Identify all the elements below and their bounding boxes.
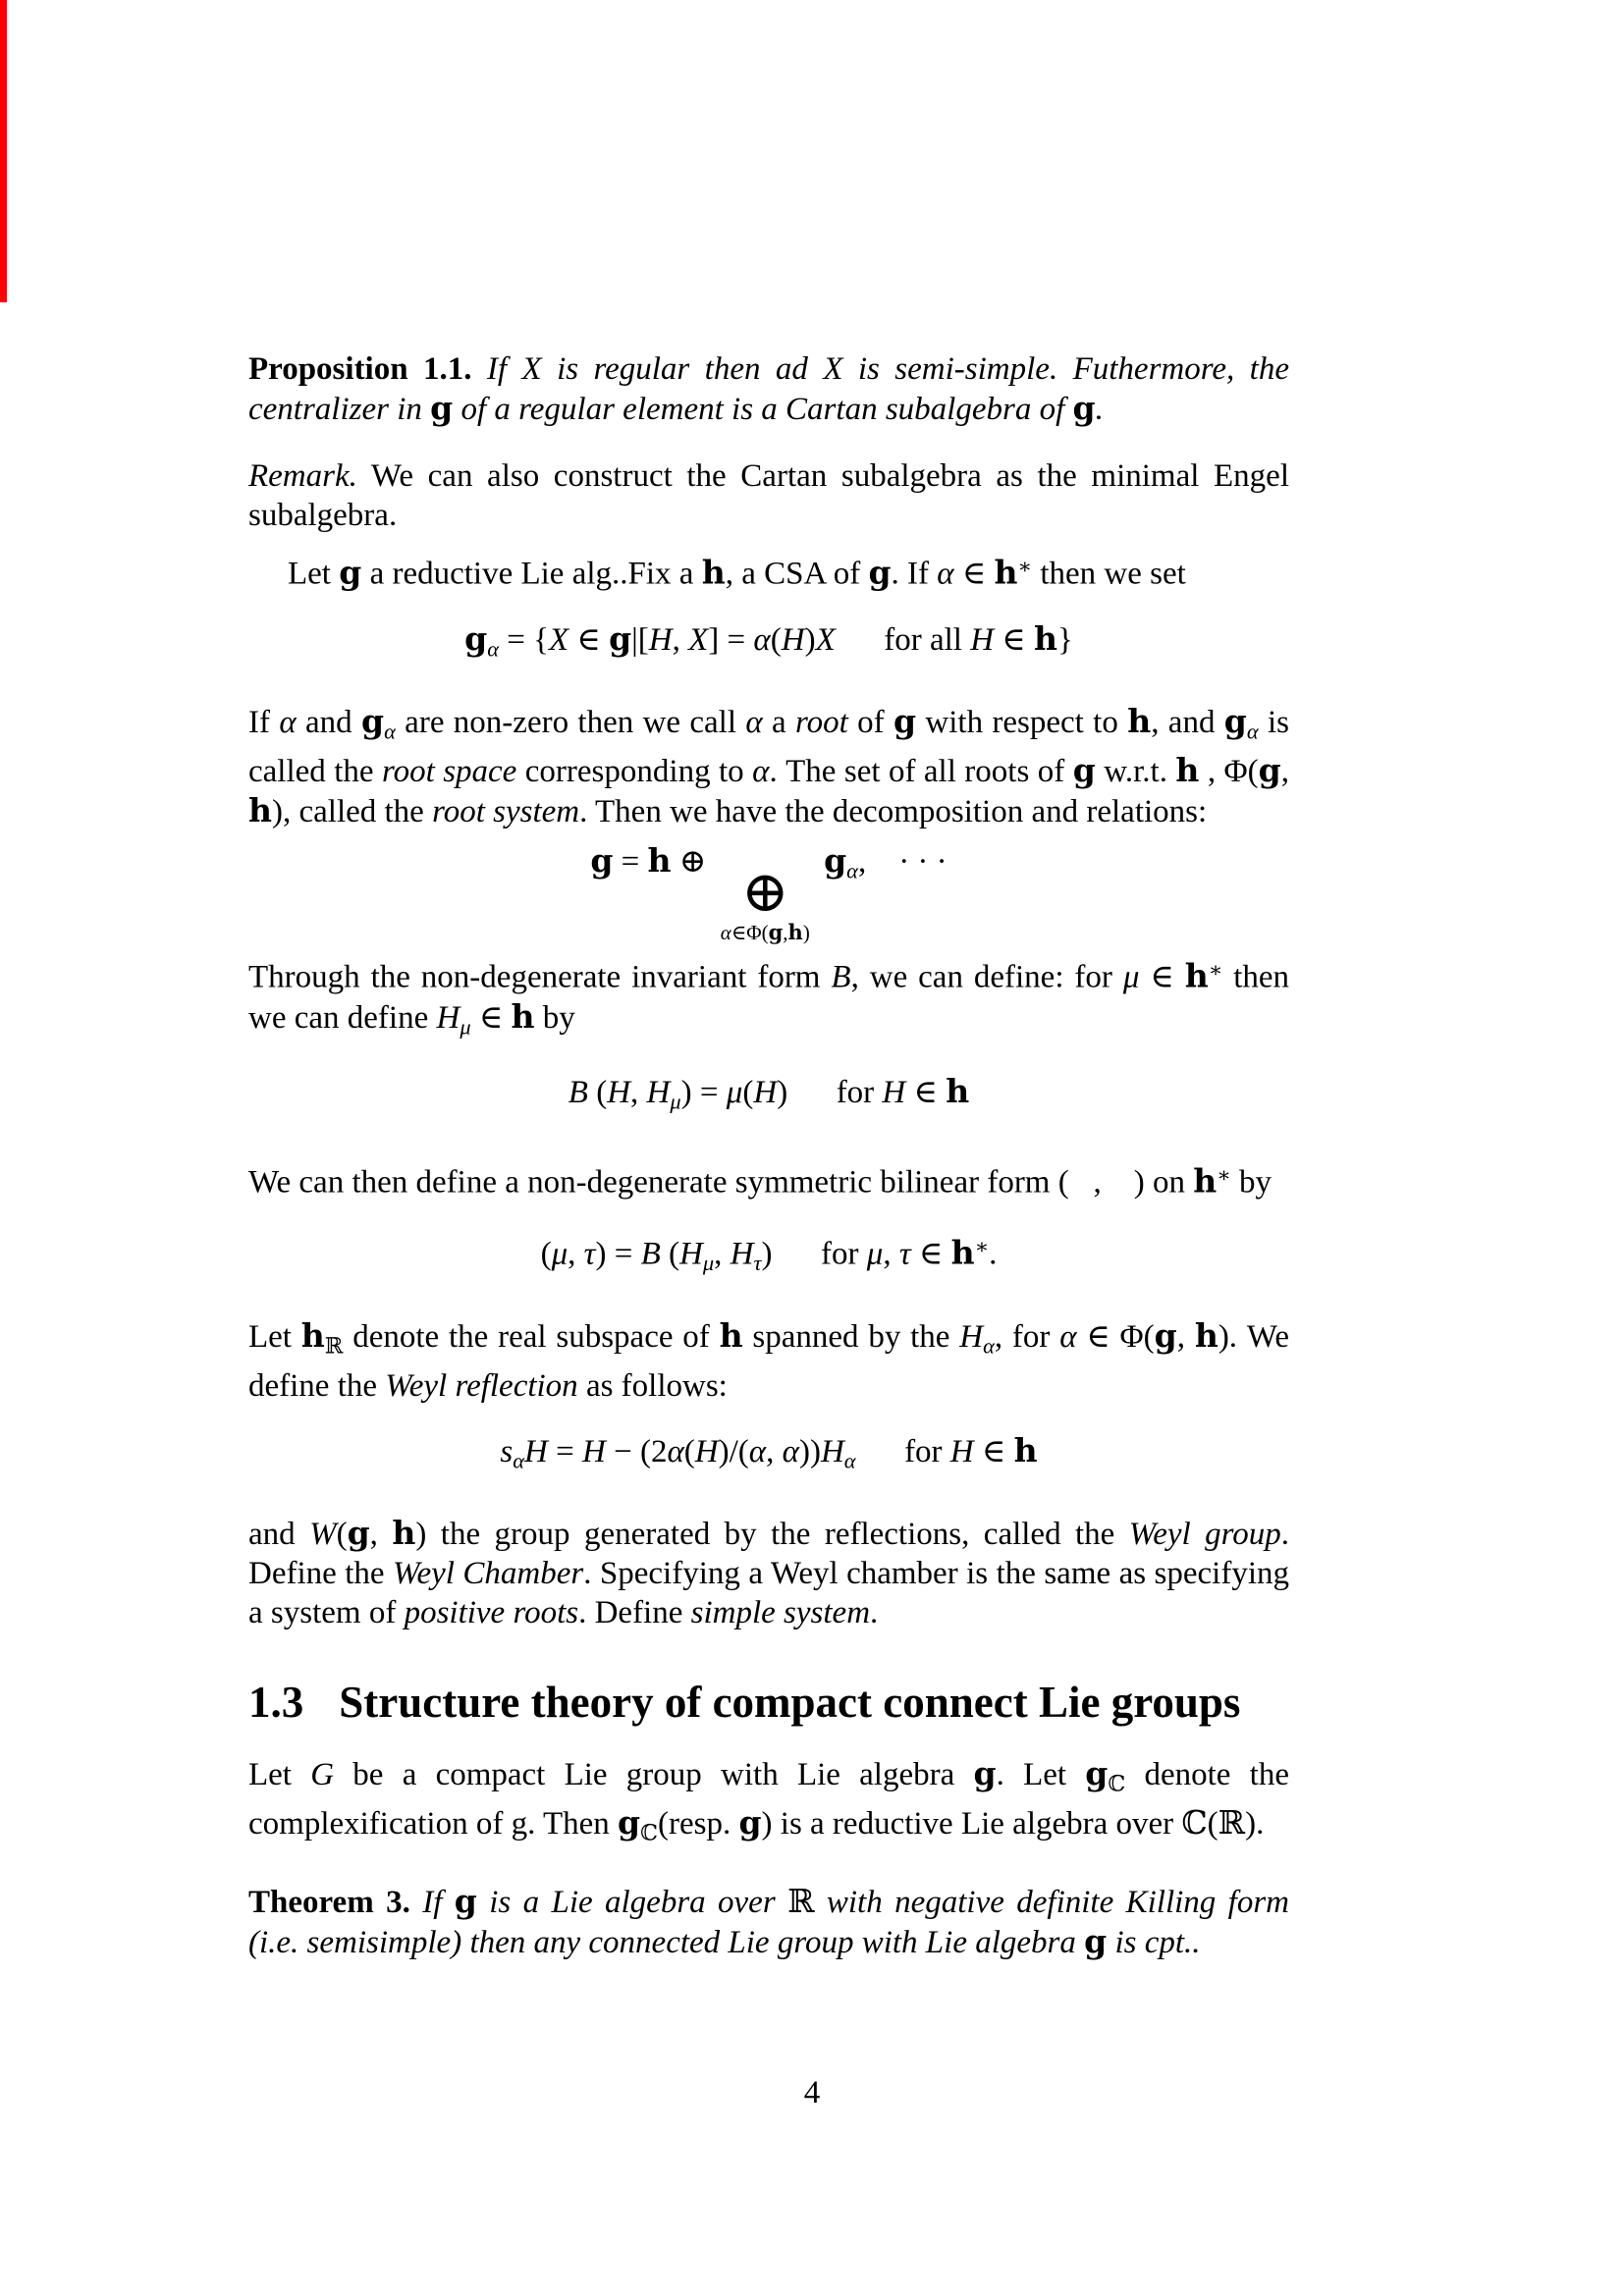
direct-sum-operator	[720, 860, 810, 945]
equation-weyl-reflection: $s_\alpha H = H - (2\alpha(H)/(\alpha$, $\alpha))H_\alpha$ for H ∈ h	[500, 1430, 1038, 1472]
paragraph-compact-lie-group: Let G be a compact Lie group with Lie algebra g. Let $g_ℂ$ denote the complexification of g. Then $g_ℂ(resp$. g) is a reductive Lie algebra over ℂ(ℝ).	[248, 1753, 1289, 1845]
equation-root-decomposition	[248, 841, 1289, 944]
paragraph-root-definition: If α and $g_\alpha$ are non-zero then we call α a root of g with respect to h, and $g_\alpha$ is called the root space corresponding to α. The set of all roots of g w.r.t. h , Φ(g, h), called the root system. Then we have the decomposition and relations:	[248, 702, 1289, 830]
section-number: 1.3	[248, 1677, 304, 1727]
section-heading-1-3	[248, 1676, 1289, 1729]
equation-root-space-definition: $g_\alpha = \{X$ ∈ g|[H, X] = α(H)X for all H ∈ h}	[464, 618, 1073, 661]
equation-mu-tau-form: (μ, τ) = B ($H_\mu$, $H_\tau$) for μ, τ ∈ h∗.	[540, 1234, 998, 1276]
red-edge-marker	[0, 0, 7, 302]
proposition-1-1: Proposition 1.1. If X is regular then ad X is semi-simple. Futhermore, the centralizer in g of a regular element is a Cartan subalgebra of g.	[248, 351, 1289, 427]
paragraph-invariant-form: Through the non-degenerate invariant form B, we can define: for μ ∈ h∗ then we can define $H_\mu$ ∈ h by	[248, 957, 1290, 1040]
operator-limits: α∈Φ(g,h)	[720, 920, 810, 945]
page-number: 4	[803, 2075, 821, 2110]
equation-b-form: B (H, $H_\mu) = \mu(H)$ for H ∈ h	[568, 1072, 970, 1114]
text-block	[248, 349, 1289, 1962]
theorem-3: Theorem 3. If g is a Lie algebra over ℝ with negative definite Killing form (i.e. semisimple) then any connected Lie group with Lie algebra g is cpt..	[248, 1882, 1289, 1961]
paragraph-real-subspace: Let $h_ℝ$ denote the real subspace of h spanned by the $H_\alpha$, for α ∈ Φ(g, h). We define the Weyl reflection as follows:	[248, 1316, 1290, 1404]
equation-right-side: $g_\alpha$, · · ·	[824, 841, 947, 883]
remark-paragraph: Remark. We can also construct the Cartan subalgebra as the minimal Engel subalgebra.	[248, 458, 1289, 533]
paragraph-let-reductive: Let g a reductive Lie alg..Fix a h, a CSA of g. If α ∈ h∗ then we set	[288, 553, 1186, 592]
paragraph-weyl-group: and W(g, h) the group generated by the reflections, called the Weyl group. Define the Weyl Chamber. Specifying a Weyl chamber is the same as specifying a system of positive roots. Define simple system.	[248, 1513, 1289, 1630]
section-title: Structure theory of compact connect Lie groups	[339, 1677, 1241, 1727]
big-oplus-symbol: ⊕	[740, 860, 789, 925]
paragraph-bilinear-form: We can then define a non-degenerate symmetric bilinear form ( , ) on h∗ by	[248, 1161, 1272, 1201]
equation-left-side: g = h ⊕	[590, 841, 707, 881]
